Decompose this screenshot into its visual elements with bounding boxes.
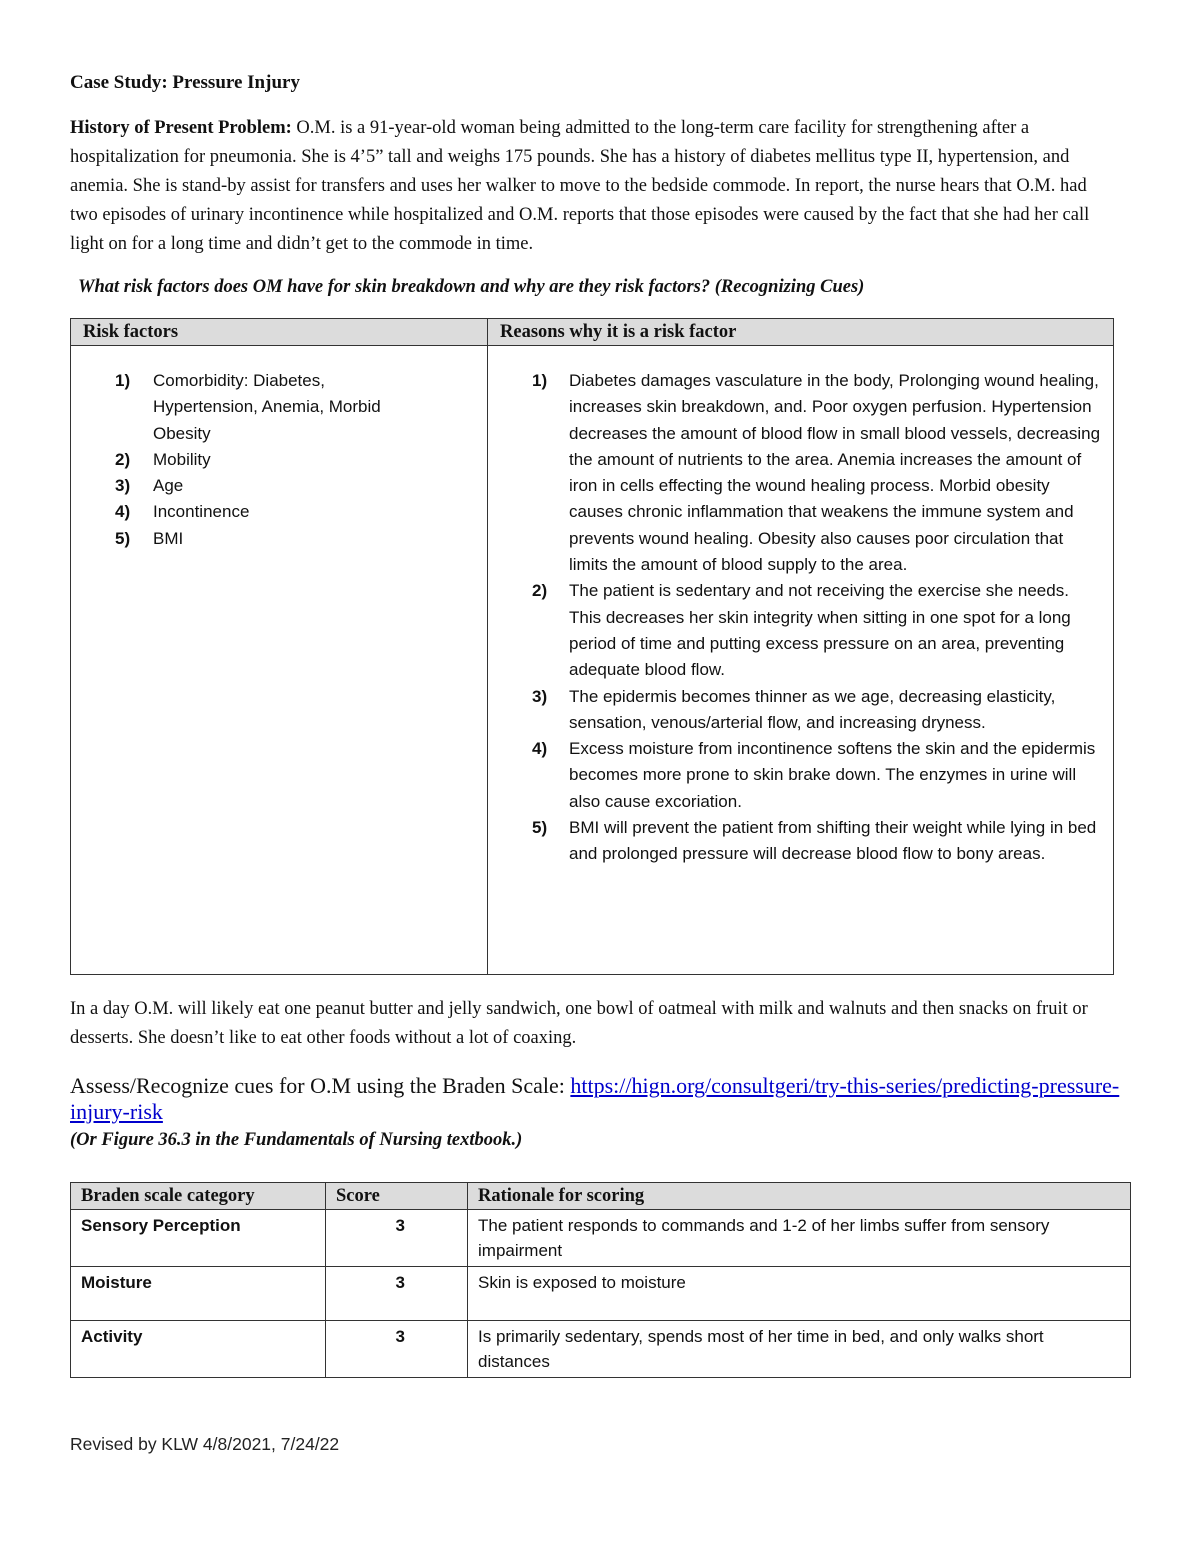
rationale-cell: Skin is exposed to moisture — [468, 1267, 1131, 1321]
list-item: 5) BMI — [115, 528, 184, 548]
category-cell: Activity — [71, 1321, 326, 1378]
history-paragraph — [70, 114, 1115, 259]
reasons-list — [498, 368, 1105, 868]
table-header-row — [71, 1183, 1131, 1210]
reasons-header: Reasons why it is a risk factor — [488, 319, 1114, 346]
risk-factors-header: Risk factors — [71, 319, 488, 346]
history-label: History of Present Problem: — [70, 118, 292, 138]
page-title: Case Study: Pressure Injury — [70, 72, 300, 93]
score-cell: 3 — [326, 1267, 468, 1321]
revision-footer: Revised by KLW 4/8/2021, 7/24/22 — [70, 1434, 340, 1454]
rationale-cell: The patient responds to commands and 1-2 of her limbs suffer from sensory impairment — [468, 1210, 1131, 1267]
list-item: 4) Excess moisture from incontinence softens the skin and the epidermis becomes more prone to skin brake down. The enzymes in urine will also cause excoriation. — [532, 739, 1096, 811]
table-row — [71, 346, 1114, 975]
category-cell: Moisture — [71, 1267, 326, 1321]
table-row — [71, 1267, 1131, 1321]
score-cell: 3 — [326, 1321, 468, 1378]
list-item: 3) Age — [115, 476, 184, 496]
list-item: 3) The epidermis becomes thinner as we age, decreasing elasticity, sensation, venous/arterial flow, and increasing dryness. — [532, 686, 1056, 732]
reasons-cell — [488, 346, 1114, 975]
figure-note: (Or Figure 36.3 in the Fundamentals of Nursing textbook.) — [70, 1130, 523, 1150]
list-item: 4) Incontinence — [115, 502, 250, 522]
diet-paragraph: In a day O.M. will likely eat one peanut butter and jelly sandwich, one bowl of oatmeal with milk and walnuts and then snacks on fruit or desserts. She doesn’t like to eat other foods without a lot of coaxing. — [70, 999, 1088, 1048]
score-cell: 3 — [326, 1210, 468, 1267]
list-item: 2) The patient is sedentary and not receiving the exercise she needs. This decreases her skin integrity when sitting in one spot for a long period of time and putting excess pressure on an area, preventing adequate blood flow. — [532, 581, 1071, 680]
table-row — [71, 1210, 1131, 1267]
rationale-cell: Is primarily sedentary, spends most of her time in bed, and only walks short distances — [468, 1321, 1131, 1378]
risk-factors-table — [70, 318, 1114, 975]
risk-factors-list — [81, 368, 479, 552]
list-item: 1) Diabetes damages vasculature in the body, Prolonging wound healing, increases skin breakdown, and. Poor oxygen perfusion. Hypertension decreases the amount of blood flow in small blood vessels, decreasing the amount of nutrients to the area. Anemia increases the amount of iron in cells effecting the wound healing process. Morbid obesity causes chronic inflammation that weakens the immune system and prevents wound healing. Obesity also causes poor circulation that limits the amount of blood supply to the area. — [532, 371, 1101, 575]
history-text: O.M. is a 91-year-old woman being admitted to the long-term care facility for strengthening after a hospitalization for pneumonia. She is 4’5” tall and weighs 175 pounds. She has a history of diabetes mellitus type II, hypertension, and anemia. She is stand-by assist for transfers and uses her walker to move to the bedside commode. In report, the nurse hears that O.M. had two episodes of urinary incontinence while hospitalized and O.M. reports that those episodes were caused by the fact that she had her call light on for a long time and didn’t get to the commode in time. — [70, 118, 1090, 254]
list-item: 1) Comorbidity: Diabetes, Hypertension, Anemia, Morbid Obesity — [115, 371, 381, 443]
braden-scale-table — [70, 1182, 1131, 1378]
table-header-row — [71, 319, 1114, 346]
document-page — [70, 70, 1132, 1378]
assess-heading: Assess/Recognize cues for O.M using the Braden Scale: https://hign.org/consultgeri/try-this-series/predicting-pressure-injury-risk — [70, 1073, 1120, 1124]
list-item: 5) BMI will prevent the patient from shifting their weight while lying in bed and prolonged pressure will decrease blood flow to bony areas. — [532, 818, 1097, 864]
category-cell: Sensory Perception — [71, 1210, 326, 1267]
table-row — [71, 1321, 1131, 1378]
rationale-header: Rationale for scoring — [468, 1183, 1131, 1210]
braden-scale-link[interactable]: https://hign.org/consultgeri/try-this-series/predicting-pressure-injury-risk — [70, 1073, 1120, 1124]
risk-question: What risk factors does OM have for skin breakdown and why are they risk factors? (Recognizing Cues) — [78, 277, 865, 297]
score-header: Score — [326, 1183, 468, 1210]
risk-factors-cell — [71, 346, 488, 975]
category-header: Braden scale category — [71, 1183, 326, 1210]
list-item: 2) Mobility — [115, 449, 211, 469]
